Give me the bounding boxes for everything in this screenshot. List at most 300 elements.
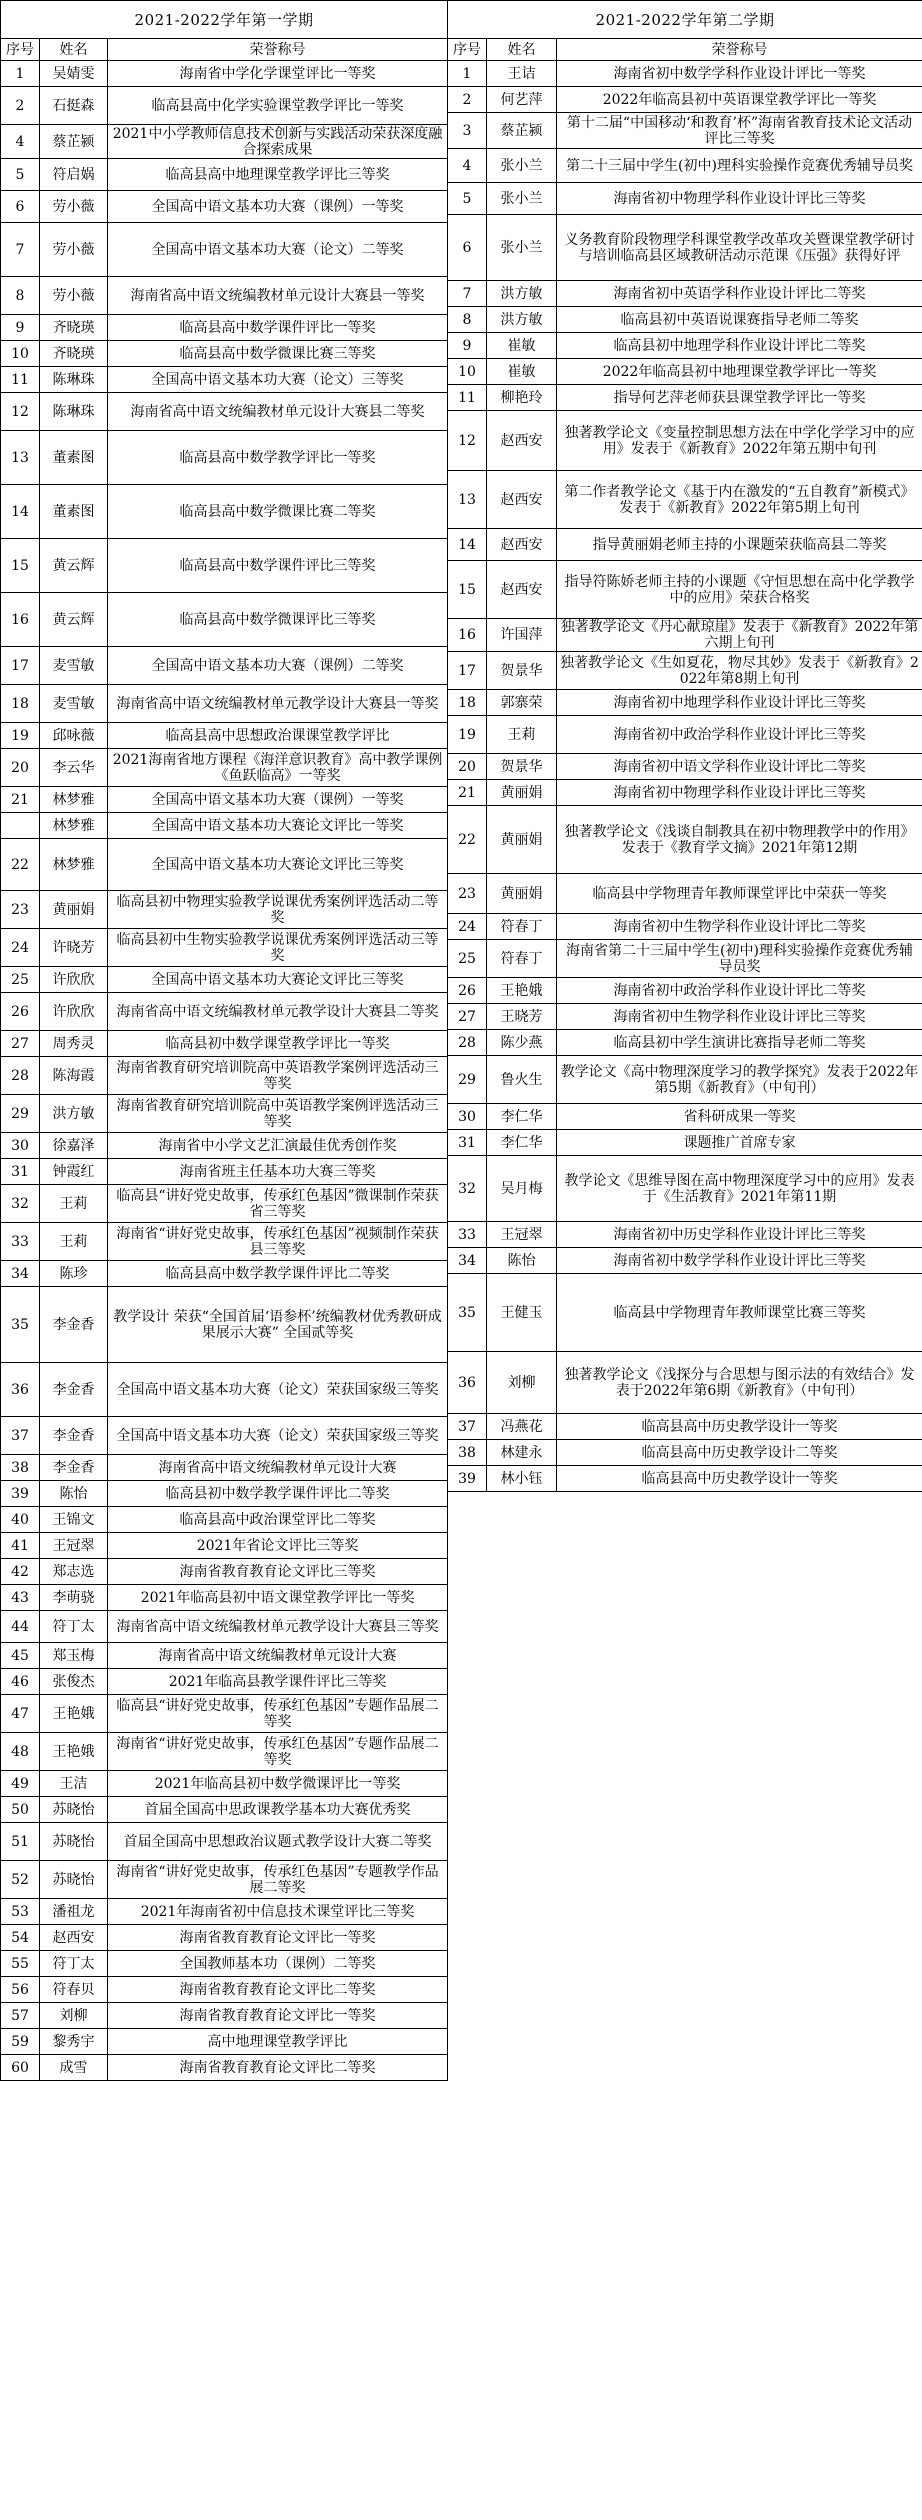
table-row [448, 1274, 922, 1352]
teacher-name: 王诘 [487, 61, 557, 87]
table-row [448, 149, 922, 183]
teacher-name: 李仁华 [487, 1130, 557, 1156]
row-number: 16 [1, 593, 40, 647]
honor-title: 临高县高中数学微课比赛三等奖 [108, 341, 448, 367]
row-number: 12 [1, 393, 40, 431]
row-number: 2 [1, 87, 40, 125]
honor-title: 临高县高中地理课堂教学评比三等奖 [108, 159, 448, 191]
row-number: 30 [1, 1133, 40, 1159]
teacher-name: 钟霞红 [40, 1159, 108, 1185]
teacher-name: 成雪 [40, 2055, 108, 2081]
row-number: 39 [1, 1481, 40, 1507]
honor-title: 海南省教育研究培训院高中英语教学案例评选活动三等奖 [108, 1057, 448, 1095]
row-number: 3 [448, 113, 487, 149]
honor-title: 临高县初中生物实验教学说课优秀案例评选活动三等奖 [108, 929, 448, 967]
row-number: 39 [448, 1466, 487, 1492]
teacher-name: 王莉 [40, 1223, 108, 1261]
honor-title: 海南省“讲好党史故事，传承红色基因”专题作品展二等奖 [108, 1733, 448, 1771]
table-row [1, 1585, 448, 1611]
row-number: 41 [1, 1533, 40, 1559]
honor-title: 海南省初中政治学科作业设计评比三等奖 [557, 716, 922, 754]
teacher-name: 李金香 [40, 1287, 108, 1363]
table-row [1, 223, 448, 277]
honor-title: 第十二届“中国移动‘和教育’杯”海南省教育技术论文活动评比三等奖 [557, 113, 922, 149]
table-row [1, 1287, 448, 1363]
table-row [448, 1414, 922, 1440]
table-row [448, 359, 922, 385]
teacher-name: 吴婧雯 [40, 61, 108, 87]
table-row [1, 749, 448, 787]
teacher-name: 林建永 [487, 1440, 557, 1466]
row-number: 59 [1, 2029, 40, 2055]
teacher-name: 鲁火生 [487, 1056, 557, 1104]
table-row [448, 1156, 922, 1222]
row-number: 14 [448, 529, 487, 561]
table-row [448, 1248, 922, 1274]
table-row [1, 1533, 448, 1559]
row-number: 56 [1, 1977, 40, 2003]
teacher-name: 王冠翠 [487, 1222, 557, 1248]
row-number: 29 [448, 1056, 487, 1104]
table-row [448, 690, 922, 716]
row-number: 37 [1, 1417, 40, 1455]
table-row [1, 1159, 448, 1185]
col-header-num: 序号 [1, 39, 40, 61]
honor-title: 2022年临高县初中地理课堂教学评比一等奖 [557, 359, 922, 385]
teacher-name: 许欣欣 [40, 993, 108, 1031]
row-number: 15 [448, 561, 487, 619]
table-row [1, 1507, 448, 1533]
row-number: 22 [1, 839, 40, 891]
table-row [1, 1925, 448, 1951]
table-row [1, 1095, 448, 1133]
honor-title: 独著教学论文《丹心献琼崖》发表于《新教育》2022年第六期上旬刊 [557, 619, 922, 652]
table-row [448, 754, 922, 780]
col-header-honor: 荣誉称号 [557, 39, 922, 61]
honor-title: 海南省中小学文艺汇演最佳优秀创作奖 [108, 1133, 448, 1159]
table-row [448, 806, 922, 874]
teacher-name: 吴月梅 [487, 1156, 557, 1222]
row-number: 4 [1, 125, 40, 159]
table-row [1, 367, 448, 393]
table-row [448, 183, 922, 215]
row-number: 4 [448, 149, 487, 183]
table-row [448, 385, 922, 411]
row-number: 24 [448, 914, 487, 940]
honor-title: 省科研成果一等奖 [557, 1104, 922, 1130]
row-number: 5 [1, 159, 40, 191]
table-row [1, 1455, 448, 1481]
teacher-name: 何艺萍 [487, 87, 557, 113]
honor-title: 临高县中学物理青年教师课堂评比中荣获一等奖 [557, 874, 922, 914]
teacher-name: 贺景华 [487, 652, 557, 690]
row-number: 27 [1, 1031, 40, 1057]
table-row [1, 647, 448, 685]
teacher-name: 许国萍 [487, 619, 557, 652]
row-number: 8 [1, 277, 40, 315]
teacher-name: 黎秀宇 [40, 2029, 108, 2055]
row-number: 18 [1, 685, 40, 723]
table-row [1, 967, 448, 993]
honor-title: 海南省教育教育论文评比二等奖 [108, 1977, 448, 2003]
honor-title: 临高县初中物理实验教学说课优秀案例评选活动二等奖 [108, 891, 448, 929]
row-number: 16 [448, 619, 487, 652]
table-row [1, 1899, 448, 1925]
table-row [448, 471, 922, 529]
table-row [1, 1861, 448, 1899]
honor-title: 全国高中语文基本功大赛（课例）一等奖 [108, 191, 448, 223]
teacher-name: 许欣欣 [40, 967, 108, 993]
row-number: 7 [448, 281, 487, 307]
row-number: 34 [448, 1248, 487, 1274]
teacher-name: 刘柳 [487, 1352, 557, 1414]
teacher-name: 李金香 [40, 1363, 108, 1417]
teacher-name: 齐晓瑛 [40, 341, 108, 367]
table-row [1, 1669, 448, 1695]
row-number: 32 [448, 1156, 487, 1222]
teacher-name: 董素图 [40, 485, 108, 539]
honor-title: 海南省初中生物学科作业设计评比三等奖 [557, 1004, 922, 1030]
row-number: 57 [1, 2003, 40, 2029]
table-row [1, 159, 448, 191]
honor-title: 首届全国高中思想政治议题式教学设计大赛二等奖 [108, 1823, 448, 1861]
teacher-name: 赵西安 [487, 471, 557, 529]
honor-title: 海南省初中地理学科作业设计评比三等奖 [557, 690, 922, 716]
row-number: 6 [1, 191, 40, 223]
honor-title: 海南省初中生物学科作业设计评比二等奖 [557, 914, 922, 940]
teacher-name: 黄丽娟 [40, 891, 108, 929]
table-row [448, 281, 922, 307]
row-number: 21 [1, 787, 40, 813]
table-row [448, 1130, 922, 1156]
row-number: 49 [1, 1771, 40, 1797]
row-number: 25 [1, 967, 40, 993]
honor-title: 第二十三届中学生(初中)理科实验操作竞赛优秀辅导员奖 [557, 149, 922, 183]
row-number: 1 [1, 61, 40, 87]
table-row [448, 978, 922, 1004]
table-row [1, 1417, 448, 1455]
teacher-name: 苏晓怡 [40, 1797, 108, 1823]
honor-title: 海南省教育研究培训院高中英语教学案例评选活动三等奖 [108, 1095, 448, 1133]
table-row [448, 1004, 922, 1030]
honor-title: 海南省高中语文统编教材单元教学设计大赛县二等奖 [108, 993, 448, 1031]
teacher-name: 郑玉梅 [40, 1643, 108, 1669]
row-number: 27 [448, 1004, 487, 1030]
honor-title: 全国高中语文基本功大赛论文评比三等奖 [108, 839, 448, 891]
row-number: 28 [1, 1057, 40, 1095]
table-row [1, 1261, 448, 1287]
teacher-name: 冯燕花 [487, 1414, 557, 1440]
honor-title: 全国高中语文基本功大赛（课例）二等奖 [108, 647, 448, 685]
honor-title: 义务教育阶段物理学科课堂教学改革攻关暨课堂教学研讨与培训临高县区域教研活动示范课《压强》获得好评 [557, 215, 922, 281]
row-number: 20 [1, 749, 40, 787]
row-number: 5 [448, 183, 487, 215]
teacher-name: 麦雪敏 [40, 647, 108, 685]
honor-title: 临高县“讲好党史故事，传承红色基因”微课制作荣获省三等奖 [108, 1185, 448, 1223]
honor-title: 临高县高中历史教学设计一等奖 [557, 1466, 922, 1492]
table-row [1, 1185, 448, 1223]
table-row [1, 813, 448, 839]
table-row [1, 593, 448, 647]
row-number: 11 [1, 367, 40, 393]
honor-title: 海南省高中语文统编教材单元教学设计大赛县一等奖 [108, 685, 448, 723]
table-row [1, 1771, 448, 1797]
second-semester-title: 2021-2022学年第二学期 [448, 1, 922, 39]
row-number: 6 [448, 215, 487, 281]
teacher-name: 刘柳 [40, 2003, 108, 2029]
table-row [448, 61, 922, 87]
honor-title: 课题推广首席专家 [557, 1130, 922, 1156]
table-row [1, 787, 448, 813]
teacher-name: 陈少燕 [487, 1030, 557, 1056]
teacher-name: 林梦雅 [40, 787, 108, 813]
honor-title: 海南省初中物理学科作业设计评比三等奖 [557, 780, 922, 806]
row-number: 45 [1, 1643, 40, 1669]
table-row [448, 411, 922, 471]
row-number: 13 [1, 431, 40, 485]
teacher-name: 郭寨荣 [487, 690, 557, 716]
teacher-name: 崔敏 [487, 333, 557, 359]
teacher-name: 陈琳珠 [40, 393, 108, 431]
row-number: 48 [1, 1733, 40, 1771]
honor-title: 海南省高中语文统编教材单元教学设计大赛县三等奖 [108, 1611, 448, 1643]
table-row [1, 277, 448, 315]
teacher-name: 董素图 [40, 431, 108, 485]
row-number: 12 [448, 411, 487, 471]
honor-title: 海南省高中语文统编教材单元设计大赛 [108, 1643, 448, 1669]
teacher-name: 符春丁 [487, 940, 557, 978]
row-number: 44 [1, 1611, 40, 1643]
row-number: 31 [1, 1159, 40, 1185]
honor-title: 2021中小学教师信息技术创新与实践活动荣获深度融合探索成果 [108, 125, 448, 159]
teacher-name: 崔敏 [487, 359, 557, 385]
row-number: 36 [448, 1352, 487, 1414]
row-number: 50 [1, 1797, 40, 1823]
table-row [1, 485, 448, 539]
row-number: 55 [1, 1951, 40, 1977]
honor-title: 海南省中学化学课堂评比一等奖 [108, 61, 448, 87]
honor-title: 海南省初中数学学科作业设计评比三等奖 [557, 1248, 922, 1274]
honor-title: 临高县高中数学微课比赛二等奖 [108, 485, 448, 539]
table-row [1, 839, 448, 891]
honor-title: 海南省“讲好党史故事，传承红色基因”视频制作荣获县三等奖 [108, 1223, 448, 1261]
honor-title: 2021年海南省初中信息技术课堂评比三等奖 [108, 1899, 448, 1925]
col-header-honor: 荣誉称号 [108, 39, 448, 61]
row-number: 20 [448, 754, 487, 780]
honor-title: 全国高中语文基本功大赛论文评比一等奖 [108, 813, 448, 839]
table-row [1, 191, 448, 223]
teacher-name: 洪方敏 [40, 1095, 108, 1133]
teacher-name: 潘祖龙 [40, 1899, 108, 1925]
teacher-name: 陈珍 [40, 1261, 108, 1287]
table-row [448, 1440, 922, 1466]
table-row [448, 652, 922, 690]
honor-title: 临高县高中历史教学设计二等奖 [557, 1440, 922, 1466]
table-row [1, 891, 448, 929]
honor-title: 全国高中语文基本功大赛（论文）荣获国家级三等奖 [108, 1363, 448, 1417]
honor-title: 海南省教育教育论文评比一等奖 [108, 2003, 448, 2029]
row-number: 51 [1, 1823, 40, 1861]
row-number: 47 [1, 1695, 40, 1733]
table-row [448, 215, 922, 281]
teacher-name: 林小钰 [487, 1466, 557, 1492]
table-row [1, 1733, 448, 1771]
row-number: 23 [448, 874, 487, 914]
row-number: 11 [448, 385, 487, 411]
teacher-name: 赵西安 [487, 529, 557, 561]
teacher-name: 赵西安 [487, 561, 557, 619]
honor-title: 第二作者教学论文《基于内在激发的“五自教育”新模式》发表于《新教育》2022年第5期上旬刊 [557, 471, 922, 529]
table-row [1, 929, 448, 967]
row-number: 18 [448, 690, 487, 716]
row-number: 34 [1, 1261, 40, 1287]
teacher-name: 柳艳玲 [487, 385, 557, 411]
teacher-name: 符丁太 [40, 1611, 108, 1643]
table-row [1, 993, 448, 1031]
row-number: 2 [448, 87, 487, 113]
teacher-name: 贺景华 [487, 754, 557, 780]
table-row [1, 1363, 448, 1417]
row-number: 38 [1, 1455, 40, 1481]
table-row [448, 1222, 922, 1248]
teacher-name: 陈琳珠 [40, 367, 108, 393]
teacher-name: 王洁 [40, 1771, 108, 1797]
teacher-name: 符启娲 [40, 159, 108, 191]
table-row [1, 1643, 448, 1669]
row-number: 23 [1, 891, 40, 929]
row-number: 37 [448, 1414, 487, 1440]
row-number: 26 [448, 978, 487, 1004]
honor-title: 海南省初中英语学科作业设计评比二等奖 [557, 281, 922, 307]
table-row [1, 1823, 448, 1861]
honor-title: 全国高中语文基本功大赛（论文）三等奖 [108, 367, 448, 393]
teacher-name: 洪方敏 [487, 307, 557, 333]
row-number: 8 [448, 307, 487, 333]
table-row [1, 2055, 448, 2081]
table-row [1, 1031, 448, 1057]
col-header-name: 姓名 [40, 39, 108, 61]
honor-title: 海南省“讲好党史故事，传承红色基因”专题教学作品展二等奖 [108, 1861, 448, 1899]
table-row [448, 307, 922, 333]
teacher-name: 林梦雅 [40, 839, 108, 891]
table-row [1, 1695, 448, 1733]
honor-title: 首届全国高中思政课教学基本功大赛优秀奖 [108, 1797, 448, 1823]
first-semester-title: 2021-2022学年第一学期 [1, 1, 448, 39]
table-row [448, 1056, 922, 1104]
table-row [1, 1797, 448, 1823]
honor-title: 海南省高中语文统编教材单元设计大赛县二等奖 [108, 393, 448, 431]
teacher-name: 齐晓瑛 [40, 315, 108, 341]
honor-title: 2022年临高县初中英语课堂教学评比一等奖 [557, 87, 922, 113]
honor-title: 海南省高中语文统编教材单元设计大赛县一等奖 [108, 277, 448, 315]
honor-title: 临高县高中数学教学评比一等奖 [108, 431, 448, 485]
table-row [1, 125, 448, 159]
honor-title: 教学设计 荣获“全国首届‘语参杯’统编教材优秀教研成果展示大赛” 全国贰等奖 [108, 1287, 448, 1363]
honor-title: 教学论文《思维导图在高中物理深度学习中的应用》发表于《生活教育》2021年第11期 [557, 1156, 922, 1222]
honor-title: 临高县中学物理青年教师课堂比赛三等奖 [557, 1274, 922, 1352]
teacher-name: 李金香 [40, 1417, 108, 1455]
teacher-name: 符春丁 [487, 914, 557, 940]
honor-title: 海南省初中物理学科作业设计评比三等奖 [557, 183, 922, 215]
honor-title: 全国高中语文基本功大赛（论文）二等奖 [108, 223, 448, 277]
table-row [448, 780, 922, 806]
row-number: 19 [448, 716, 487, 754]
table-row [448, 1352, 922, 1414]
honor-title: 高中地理课堂教学评比 [108, 2029, 448, 2055]
teacher-name: 许晓芳 [40, 929, 108, 967]
teacher-name: 符春贝 [40, 1977, 108, 2003]
table-row [1, 2029, 448, 2055]
honor-title: 临高县高中思想政治课课堂教学评比 [108, 723, 448, 749]
honor-title: 独著教学论文《变量控制思想方法在中学化学学习中的应用》发表于《新教育》2022年第五期中旬刊 [557, 411, 922, 471]
teacher-name: 劳小薇 [40, 191, 108, 223]
row-number: 29 [1, 1095, 40, 1133]
teacher-name: 李仁华 [487, 1104, 557, 1130]
table-row [1, 61, 448, 87]
honor-title: 临高县高中数学教学课件评比二等奖 [108, 1261, 448, 1287]
honor-title: 指导符陈娇老师主持的小课题《守恒思想在高中化学教学中的应用》荣获合格奖 [557, 561, 922, 619]
teacher-name: 郑志选 [40, 1559, 108, 1585]
honor-title: 独著教学论文《生如夏花，物尽其妙》发表于《新教育》2022年第8期上旬刊 [557, 652, 922, 690]
row-number: 26 [1, 993, 40, 1031]
row-number: 13 [448, 471, 487, 529]
table-row [1, 1559, 448, 1585]
honor-title: 临高县高中数学课件评比三等奖 [108, 539, 448, 593]
teacher-name: 徐嘉泽 [40, 1133, 108, 1159]
table-row [448, 87, 922, 113]
row-number: 24 [1, 929, 40, 967]
honor-title: 临高县初中英语说课赛指导老师二等奖 [557, 307, 922, 333]
teacher-name: 陈海霞 [40, 1057, 108, 1095]
row-number: 22 [448, 806, 487, 874]
teacher-name: 王艳娥 [40, 1695, 108, 1733]
row-number: 54 [1, 1925, 40, 1951]
row-number: 9 [1, 315, 40, 341]
table-row [1, 1223, 448, 1261]
honor-title: 2021年省论文评比三等奖 [108, 1533, 448, 1559]
row-number: 30 [448, 1104, 487, 1130]
honor-title: 临高县初中地理学科作业设计评比二等奖 [557, 333, 922, 359]
honor-title: 2021年临高县初中数学微课评比一等奖 [108, 1771, 448, 1797]
honor-title: 教学论文《高中物理深度学习的教学探究》发表于2022年第5期《新教育》（中旬刊） [557, 1056, 922, 1104]
row-number: 42 [1, 1559, 40, 1585]
honor-title: 海南省高中语文统编教材单元设计大赛 [108, 1455, 448, 1481]
col-header-name: 姓名 [487, 39, 557, 61]
table-row [448, 1030, 922, 1056]
honor-title: 海南省第二十三届中学生(初中)理科实验操作竞赛优秀辅导员奖 [557, 940, 922, 978]
teacher-name: 赵西安 [487, 411, 557, 471]
table-row [1, 431, 448, 485]
teacher-name: 王莉 [40, 1185, 108, 1223]
table-row [1, 539, 448, 593]
table-row [1, 1057, 448, 1095]
honor-title: 指导何艺萍老师获县课堂教学评比一等奖 [557, 385, 922, 411]
table-row [448, 716, 922, 754]
teacher-name: 王锦文 [40, 1507, 108, 1533]
honor-title: 临高县初中学生演讲比赛指导老师二等奖 [557, 1030, 922, 1056]
teacher-name: 符丁太 [40, 1951, 108, 1977]
table-row [1, 1951, 448, 1977]
honor-title: 海南省班主任基本功大赛三等奖 [108, 1159, 448, 1185]
teacher-name: 张小兰 [487, 149, 557, 183]
teacher-name: 黄丽娟 [487, 780, 557, 806]
teacher-name: 麦雪敏 [40, 685, 108, 723]
honor-title: 临高县高中数学课件评比一等奖 [108, 315, 448, 341]
row-number: 10 [448, 359, 487, 385]
row-number: 15 [1, 539, 40, 593]
honor-title: 全国高中语文基本功大赛（论文）荣获国家级三等奖 [108, 1417, 448, 1455]
row-number: 36 [1, 1363, 40, 1417]
